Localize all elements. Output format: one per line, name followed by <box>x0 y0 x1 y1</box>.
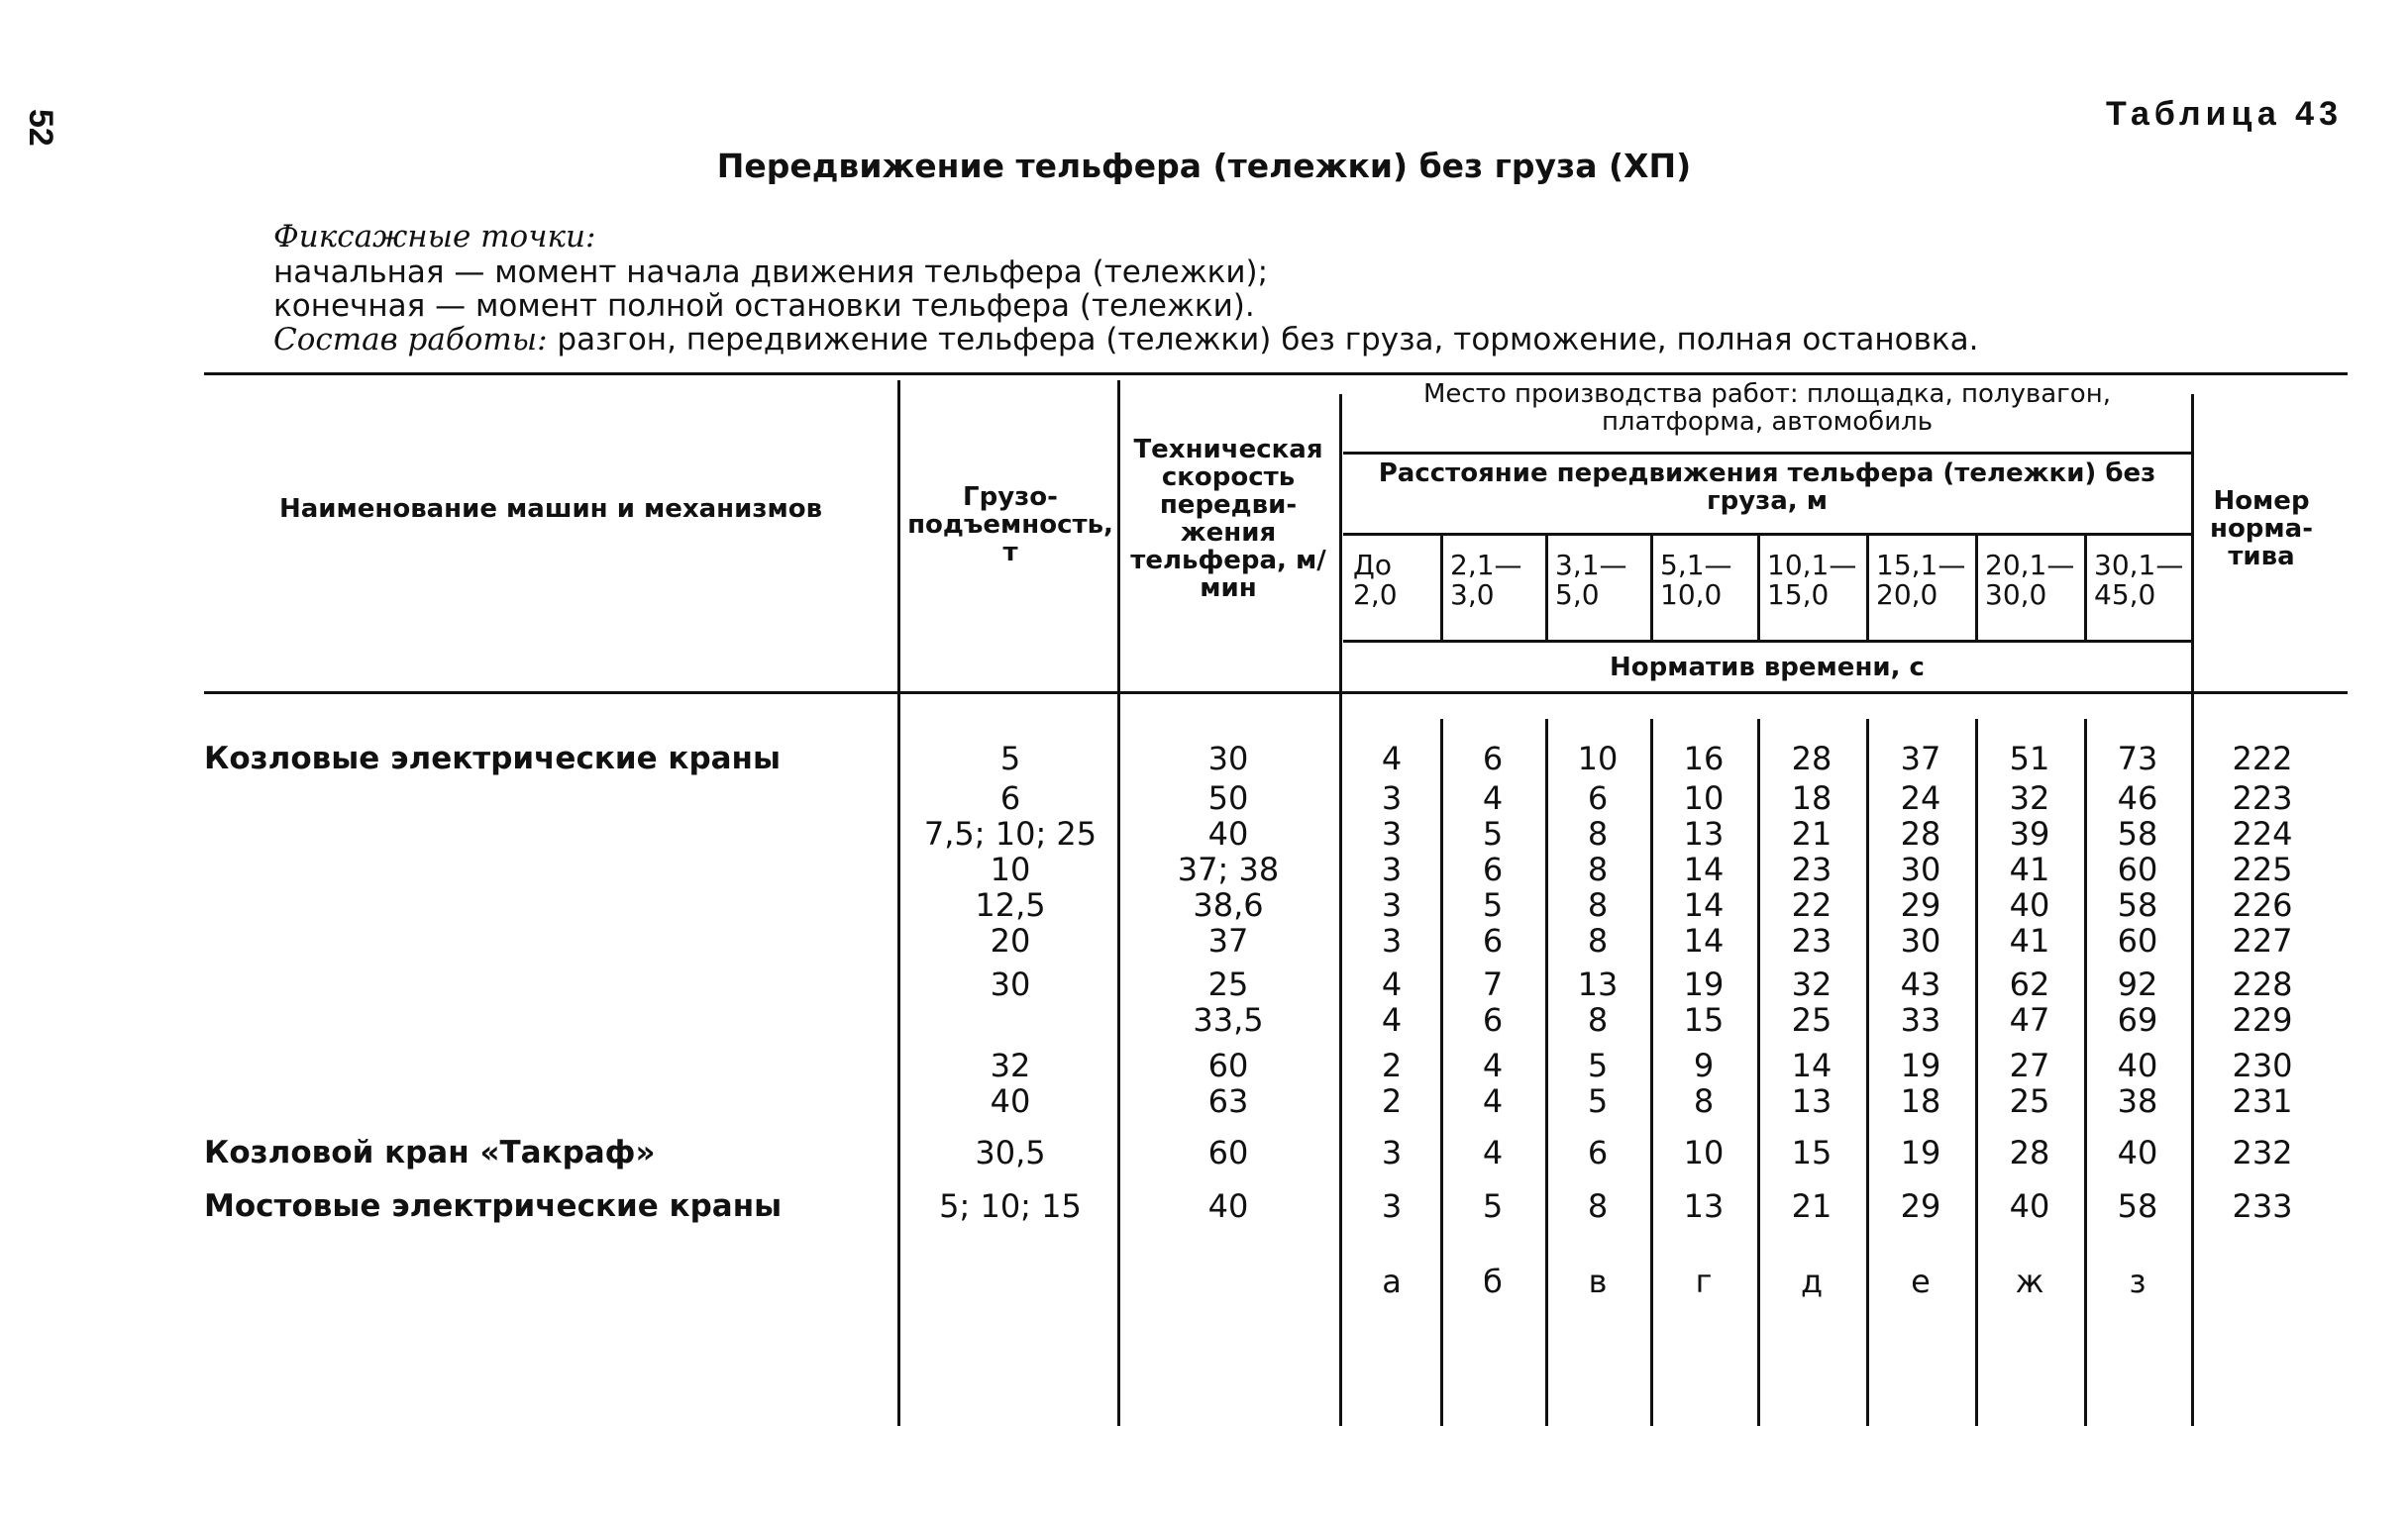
time-value-cell: 3 <box>1381 851 1403 888</box>
header-place: Место производства работ: площадка, полувагон, платформа, автомобиль <box>1423 379 2111 437</box>
speed-cell: 25 <box>1207 966 1249 1003</box>
table-top-rule <box>204 372 2348 375</box>
time-value-cell: 8 <box>1587 922 1609 960</box>
time-value-cell: 4 <box>1482 779 1504 817</box>
time-value-cell: 29 <box>1900 1187 1941 1225</box>
column-letter-3: в <box>1588 1263 1608 1300</box>
time-value-cell: 14 <box>1683 851 1725 888</box>
norm-number-cell: 227 <box>2232 922 2293 960</box>
time-value-cell: 14 <box>1683 922 1725 960</box>
time-value-cell: 13 <box>1577 966 1619 1003</box>
time-value-cell: 58 <box>2117 1187 2158 1225</box>
time-value-cell: 25 <box>2009 1082 2050 1120</box>
header-speed: Техническая скорость передви-жения тельфера, м/мин <box>1130 435 1326 603</box>
speed-cell: 30 <box>1207 740 1249 777</box>
time-value-cell: 58 <box>2117 886 2158 924</box>
col-rule-capacity <box>897 380 900 1426</box>
distance-divider-rule <box>1343 533 2191 536</box>
range-header-4: 5,1— 10,0 <box>1660 549 1732 611</box>
time-value-cell: 2 <box>1381 1047 1403 1084</box>
header-distance: Расстояние передвижения тельфера (тележки) без груза, м <box>1378 458 2156 516</box>
time-value-cell: 8 <box>1587 1187 1609 1225</box>
time-value-cell: 4 <box>1381 1001 1403 1039</box>
speed-cell: 60 <box>1207 1047 1249 1084</box>
time-value-cell: 32 <box>2009 779 2050 817</box>
time-value-cell: 41 <box>2009 922 2050 960</box>
time-value-cell: 27 <box>2009 1047 2050 1084</box>
time-value-cell: 19 <box>1683 966 1725 1003</box>
time-value-cell: 4 <box>1482 1134 1504 1171</box>
header-norm-number: Номер норма-тива <box>2209 486 2314 571</box>
capacity-cell: 20 <box>990 922 1031 960</box>
time-value-cell: 4 <box>1381 740 1403 777</box>
capacity-cell: 40 <box>990 1082 1031 1120</box>
time-value-cell: 39 <box>2009 815 2050 853</box>
range-header-1: До 2,0 <box>1353 549 1398 611</box>
time-value-cell: 30 <box>1900 922 1941 960</box>
range-header-3: 3,1— 5,0 <box>1555 549 1627 611</box>
time-value-cell: 43 <box>1900 966 1941 1003</box>
time-value-cell: 6 <box>1482 922 1504 960</box>
time-value-cell: 3 <box>1381 922 1403 960</box>
capacity-cell: 5 <box>999 740 1021 777</box>
work-composition <box>273 323 1978 356</box>
time-value-cell: 92 <box>2117 966 2158 1003</box>
speed-cell: 50 <box>1207 779 1249 817</box>
time-value-cell: 62 <box>2009 966 2050 1003</box>
norm-number-cell: 224 <box>2232 815 2293 853</box>
time-value-cell: 60 <box>2117 851 2158 888</box>
time-value-cell: 18 <box>1791 779 1832 817</box>
time-value-cell: 24 <box>1900 779 1941 817</box>
norm-number-cell: 230 <box>2232 1047 2293 1084</box>
time-value-cell: 4 <box>1482 1082 1504 1120</box>
time-value-cell: 28 <box>1791 740 1832 777</box>
time-value-cell: 23 <box>1791 851 1832 888</box>
norm-number-cell: 232 <box>2232 1134 2293 1171</box>
time-value-cell: 8 <box>1587 851 1609 888</box>
time-value-cell: 40 <box>2117 1134 2158 1171</box>
group-name-3: Мостовые электрические краны <box>204 1188 783 1224</box>
time-value-cell: 13 <box>1791 1082 1832 1120</box>
time-value-cell: 10 <box>1683 1134 1725 1171</box>
time-value-cell: 16 <box>1683 740 1725 777</box>
time-value-cell: 2 <box>1381 1082 1403 1120</box>
range-header-6: 15,1— 20,0 <box>1876 549 1966 611</box>
table-label: Таблица 43 <box>2106 95 2343 133</box>
speed-cell: 38,6 <box>1193 886 1264 924</box>
time-value-cell: 19 <box>1900 1134 1941 1171</box>
capacity-cell: 5; 10; 15 <box>939 1187 1082 1225</box>
time-value-cell: 32 <box>1791 966 1832 1003</box>
time-value-cell: 4 <box>1381 966 1403 1003</box>
time-value-cell: 5 <box>1482 1187 1504 1225</box>
time-value-cell: 3 <box>1381 1187 1403 1225</box>
group-name-1: Козловые электрические краны <box>204 741 782 776</box>
time-value-cell: 41 <box>2009 851 2050 888</box>
speed-cell: 40 <box>1207 1187 1249 1225</box>
range-rule-head-5 <box>1866 533 1869 642</box>
time-value-cell: 6 <box>1482 851 1504 888</box>
column-letter-5: д <box>1800 1263 1824 1300</box>
time-value-cell: 5 <box>1482 886 1504 924</box>
range-header-2: 2,1— 3,0 <box>1450 549 1522 611</box>
time-value-cell: 14 <box>1683 886 1725 924</box>
range-rule-head-1 <box>1440 533 1443 642</box>
time-value-cell: 69 <box>2117 1001 2158 1039</box>
norm-number-cell: 229 <box>2232 1001 2293 1039</box>
time-value-cell: 58 <box>2117 815 2158 853</box>
time-value-cell: 30 <box>1900 851 1941 888</box>
page-number: 52 <box>22 109 59 147</box>
start-point-text: начальная — момент начала движения тельфера (тележки); <box>273 254 1269 290</box>
capacity-cell: 30 <box>990 966 1031 1003</box>
time-value-cell: 5 <box>1587 1082 1609 1120</box>
header-machine: Наименование машин и механизмов <box>278 494 823 524</box>
time-value-cell: 19 <box>1900 1047 1941 1084</box>
time-value-cell: 10 <box>1577 740 1619 777</box>
range-rule-head-7 <box>2084 533 2087 642</box>
work-label: Состав работы: <box>273 322 548 357</box>
work-text: разгон, передвижение тельфера (тележки) без груза, торможение, полная остановка. <box>547 322 1979 357</box>
header-capacity: Грузо-подъемность, т <box>907 482 1113 567</box>
time-value-cell: 38 <box>2117 1082 2158 1120</box>
col-rule-speed <box>1117 380 1120 1426</box>
time-value-cell: 3 <box>1381 815 1403 853</box>
range-rule-head-4 <box>1757 533 1760 642</box>
column-letter-6: е <box>1911 1263 1931 1300</box>
time-value-cell: 47 <box>2009 1001 2050 1039</box>
header-bottom-rule <box>204 691 2348 694</box>
time-value-cell: 46 <box>2117 779 2158 817</box>
time-value-cell: 18 <box>1900 1082 1941 1120</box>
capacity-cell: 10 <box>990 851 1031 888</box>
col-rule-values <box>1339 394 1342 1426</box>
group-name-2: Козловой кран «Такраф» <box>204 1135 656 1170</box>
time-value-cell: 51 <box>2009 740 2050 777</box>
time-value-cell: 25 <box>1791 1001 1832 1039</box>
column-letter-8: з <box>2129 1263 2146 1300</box>
time-value-cell: 6 <box>1482 1001 1504 1039</box>
capacity-cell: 6 <box>999 779 1021 817</box>
time-value-cell: 15 <box>1791 1134 1832 1171</box>
time-value-cell: 8 <box>1587 1001 1609 1039</box>
time-value-cell: 4 <box>1482 1047 1504 1084</box>
speed-cell: 40 <box>1207 815 1249 853</box>
time-value-cell: 28 <box>1900 815 1941 853</box>
table-title: Передвижение тельфера (тележки) без груза (ХП) <box>716 147 1692 185</box>
time-value-cell: 15 <box>1683 1001 1725 1039</box>
time-value-cell: 73 <box>2117 740 2158 777</box>
norm-number-cell: 233 <box>2232 1187 2293 1225</box>
capacity-cell: 30,5 <box>975 1134 1046 1171</box>
time-value-cell: 21 <box>1791 1187 1832 1225</box>
range-header-7: 20,1— 30,0 <box>1985 549 2075 611</box>
capacity-cell: 12,5 <box>975 886 1046 924</box>
speed-cell: 37; 38 <box>1177 851 1280 888</box>
time-value-cell: 6 <box>1587 1134 1609 1171</box>
speed-cell: 63 <box>1207 1082 1249 1120</box>
time-value-cell: 40 <box>2117 1047 2158 1084</box>
range-rule-head-6 <box>1975 533 1978 642</box>
time-value-cell: 3 <box>1381 886 1403 924</box>
column-letter-7: ж <box>2015 1263 2044 1300</box>
time-value-cell: 28 <box>2009 1134 2050 1171</box>
capacity-cell: 7,5; 10; 25 <box>923 815 1098 853</box>
norm-number-cell: 222 <box>2232 740 2293 777</box>
time-value-cell: 10 <box>1683 779 1725 817</box>
time-value-cell: 22 <box>1791 886 1832 924</box>
speed-cell: 60 <box>1207 1134 1249 1171</box>
time-value-cell: 40 <box>2009 886 2050 924</box>
fix-points-label: Фиксажные точки: <box>273 219 596 254</box>
end-point-text: конечная — момент полной остановки тельфера (тележки). <box>273 288 1255 324</box>
time-value-cell: 37 <box>1900 740 1941 777</box>
time-value-cell: 5 <box>1482 815 1504 853</box>
time-value-cell: 8 <box>1587 886 1609 924</box>
time-value-cell: 8 <box>1587 815 1609 853</box>
time-value-cell: 6 <box>1587 779 1609 817</box>
time-value-cell: 33 <box>1900 1001 1941 1039</box>
norm-number-cell: 226 <box>2232 886 2293 924</box>
time-value-cell: 6 <box>1482 740 1504 777</box>
column-letter-1: а <box>1382 1263 1402 1300</box>
range-divider-rule <box>1343 640 2191 643</box>
time-value-cell: 23 <box>1791 922 1832 960</box>
header-time-norm: Норматив времени, с <box>1610 653 1925 682</box>
speed-cell: 37 <box>1207 922 1249 960</box>
time-value-cell: 3 <box>1381 1134 1403 1171</box>
capacity-cell: 32 <box>990 1047 1031 1084</box>
place-divider-rule <box>1343 452 2191 455</box>
time-value-cell: 40 <box>2009 1187 2050 1225</box>
col-rule-norm <box>2191 394 2194 1426</box>
range-rule-head-3 <box>1650 533 1653 642</box>
time-value-cell: 7 <box>1482 966 1504 1003</box>
time-value-cell: 13 <box>1683 1187 1725 1225</box>
time-value-cell: 60 <box>2117 922 2158 960</box>
norm-number-cell: 225 <box>2232 851 2293 888</box>
time-value-cell: 14 <box>1791 1047 1832 1084</box>
time-value-cell: 13 <box>1683 815 1725 853</box>
time-value-cell: 9 <box>1693 1047 1715 1084</box>
time-value-cell: 21 <box>1791 815 1832 853</box>
time-value-cell: 5 <box>1587 1047 1609 1084</box>
column-letter-4: г <box>1695 1263 1713 1300</box>
norm-number-cell: 231 <box>2232 1082 2293 1120</box>
norm-number-cell: 228 <box>2232 966 2293 1003</box>
range-header-8: 30,1— 45,0 <box>2094 549 2184 611</box>
range-rule-head-2 <box>1545 533 1548 642</box>
time-value-cell: 29 <box>1900 886 1941 924</box>
time-value-cell: 8 <box>1693 1082 1715 1120</box>
time-value-cell: 3 <box>1381 779 1403 817</box>
speed-cell: 33,5 <box>1193 1001 1264 1039</box>
range-header-5: 10,1— 15,0 <box>1767 549 1857 611</box>
norm-number-cell: 223 <box>2232 779 2293 817</box>
column-letter-2: б <box>1483 1263 1503 1300</box>
